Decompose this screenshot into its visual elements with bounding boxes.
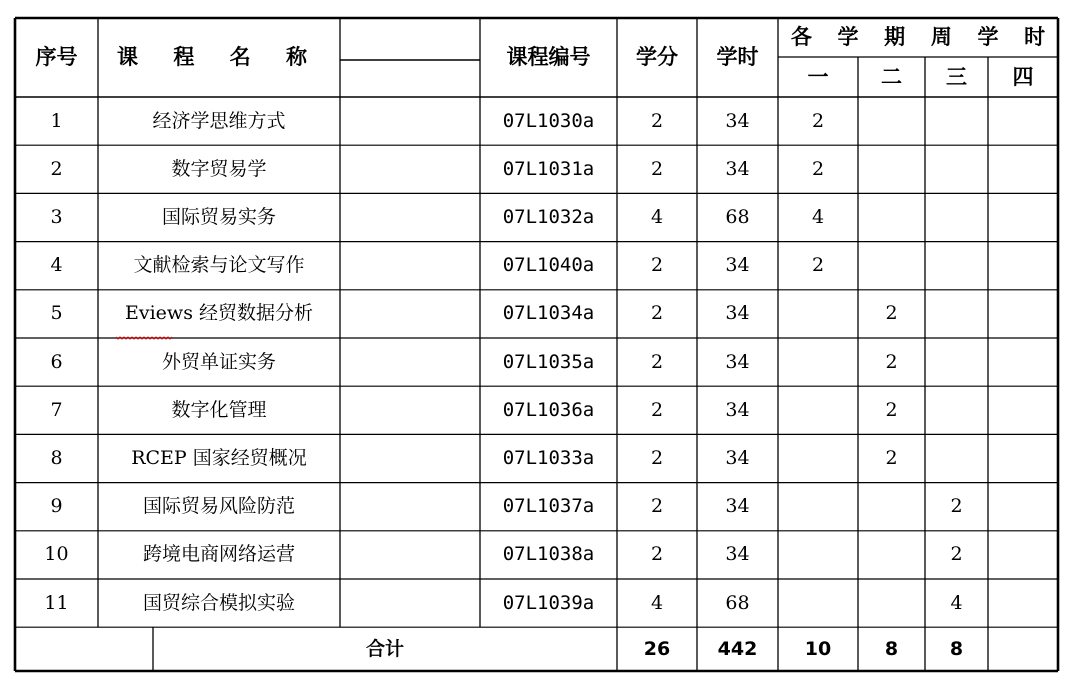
header-semester-group-char: 学 xyxy=(837,25,859,49)
row-semester-4-hours xyxy=(988,338,1058,386)
row-semester-4-hours xyxy=(988,386,1058,434)
total-semester-3: 8 xyxy=(949,637,964,660)
row-hours: 34 xyxy=(725,302,750,325)
row-semester-2-hours xyxy=(858,531,925,579)
row-index: 1 xyxy=(50,109,63,132)
row-hours: 68 xyxy=(725,205,750,228)
row-course-name: Eviews 经贸数据分析 xyxy=(125,302,313,325)
row-semester-1-hours: 2 xyxy=(811,157,825,180)
row-hours: 34 xyxy=(725,254,750,277)
row-index: 9 xyxy=(50,495,63,518)
header-semester-group-char: 时 xyxy=(1024,25,1046,49)
row-credits: 2 xyxy=(650,398,664,421)
row-index: 3 xyxy=(50,205,63,228)
row-hours: 34 xyxy=(725,495,750,518)
header-semester-2: 二 xyxy=(881,64,902,89)
row-semester-4-hours xyxy=(988,290,1058,338)
row-credits: 2 xyxy=(650,350,664,373)
row-semester-1-hours: 4 xyxy=(811,205,825,228)
row-credits: 2 xyxy=(650,302,664,325)
row-semester-3-hours xyxy=(925,386,988,434)
row-semester-4-hours xyxy=(988,193,1058,241)
row-semester-4-hours xyxy=(988,145,1058,193)
row-credits: 2 xyxy=(650,495,664,518)
row-semester-1-hours: 2 xyxy=(811,254,825,277)
row-credits: 2 xyxy=(650,157,664,180)
row-course-code: 07L1032a xyxy=(502,205,595,228)
row-semester-2-hours xyxy=(858,193,925,241)
row-semester-2-hours xyxy=(858,579,925,627)
header-course-code: 课程编号 xyxy=(506,45,591,69)
row-credits: 4 xyxy=(650,205,664,228)
row-semester-1-hours xyxy=(778,386,858,434)
total-semester-2: 8 xyxy=(884,637,899,660)
row-semester-2-hours xyxy=(858,483,925,531)
row-course-name: 数字贸易学 xyxy=(171,157,267,180)
row-course-code: 07L1031a xyxy=(502,157,595,180)
header-semester-group-char: 各 xyxy=(790,25,812,49)
row-course-name: 国际贸易风险防范 xyxy=(142,495,295,518)
total-hours: 442 xyxy=(717,637,758,660)
row-semester-4-hours xyxy=(988,97,1058,145)
row-course-code: 07L1034a xyxy=(502,302,595,325)
row-semester-1-hours xyxy=(778,338,858,386)
row-course-name: 文献检索与论文写作 xyxy=(133,254,305,277)
row-course-code: 07L1040a xyxy=(502,254,595,277)
row-semester-4-hours xyxy=(988,531,1058,579)
row-semester-3-hours xyxy=(925,434,988,482)
row-semester-4-hours xyxy=(988,434,1058,482)
row-semester-3-hours: 2 xyxy=(950,495,963,518)
row-course-name: 国贸综合模拟实验 xyxy=(142,591,295,614)
row-semester-3-hours: 2 xyxy=(950,543,963,566)
row-course-code: 07L1038a xyxy=(502,543,595,566)
row-credits: 2 xyxy=(650,446,664,469)
row-hours: 34 xyxy=(725,109,750,132)
row-course-name: 国际贸易实务 xyxy=(161,205,276,228)
header-semester-group-char: 期 xyxy=(884,25,906,49)
row-credits: 4 xyxy=(650,591,664,614)
row-semester-2-hours: 2 xyxy=(885,302,898,325)
row-semester-2-hours xyxy=(858,145,925,193)
row-semester-1-hours xyxy=(778,579,858,627)
row-semester-3-hours xyxy=(925,193,988,241)
header-semester-1: 一 xyxy=(807,64,829,89)
header-semester-4: 四 xyxy=(1012,64,1034,89)
row-index: 6 xyxy=(50,350,63,373)
row-index: 4 xyxy=(50,254,63,277)
total-label: 合计 xyxy=(365,637,404,660)
row-index: 7 xyxy=(50,398,63,421)
header-semester-group-char: 周 xyxy=(930,25,952,49)
header-credits: 学分 xyxy=(636,45,678,69)
row-semester-2-hours xyxy=(858,242,925,290)
row-credits: 2 xyxy=(650,109,664,132)
row-credits: 2 xyxy=(650,543,664,566)
row-semester-1-hours xyxy=(778,483,858,531)
total-semester-4 xyxy=(988,627,1058,671)
row-index: 8 xyxy=(50,446,63,469)
row-semester-3-hours xyxy=(925,145,988,193)
row-hours: 34 xyxy=(725,446,750,469)
row-course-name: 经济学思维方式 xyxy=(152,109,286,132)
row-semester-1-hours xyxy=(778,434,858,482)
row-semester-3-hours xyxy=(925,290,988,338)
row-semester-2-hours: 2 xyxy=(885,446,898,469)
row-course-code: 07L1039a xyxy=(502,591,595,614)
row-hours: 34 xyxy=(725,157,750,180)
row-course-name: RCEP 国家经贸概况 xyxy=(131,446,307,469)
row-course-code: 07L1033a xyxy=(502,446,595,469)
header-index: 序号 xyxy=(35,45,78,69)
row-semester-2-hours xyxy=(858,97,925,145)
row-course-name: 数字化管理 xyxy=(171,398,267,421)
row-course-name: 外贸单证实务 xyxy=(161,350,276,373)
total-semester-1: 10 xyxy=(804,637,832,660)
row-hours: 34 xyxy=(725,398,750,421)
row-credits: 2 xyxy=(650,254,664,277)
row-course-code: 07L1030a xyxy=(502,109,595,132)
row-semester-1-hours xyxy=(778,290,858,338)
row-semester-1-hours: 2 xyxy=(811,109,825,132)
header-hours: 学时 xyxy=(716,45,759,69)
row-course-code: 07L1035a xyxy=(502,350,595,373)
row-semester-4-hours xyxy=(988,242,1058,290)
row-course-code: 07L1037a xyxy=(502,495,595,518)
row-index: 11 xyxy=(44,591,69,614)
row-semester-3-hours xyxy=(925,242,988,290)
header-semester-group-char: 学 xyxy=(977,25,999,49)
row-semester-3-hours: 4 xyxy=(950,591,963,614)
total-credits: 26 xyxy=(643,637,671,660)
row-hours: 68 xyxy=(725,591,750,614)
header-semester-3: 三 xyxy=(946,64,967,89)
row-semester-2-hours: 2 xyxy=(885,398,898,421)
header-course-name: 课 程 名 称 xyxy=(117,45,321,69)
row-semester-3-hours xyxy=(925,338,988,386)
row-semester-2-hours: 2 xyxy=(885,350,898,373)
row-course-code: 07L1036a xyxy=(502,398,595,421)
row-semester-4-hours xyxy=(988,579,1058,627)
row-hours: 34 xyxy=(725,350,750,373)
row-semester-1-hours xyxy=(778,531,858,579)
row-index: 2 xyxy=(50,157,63,180)
row-semester-4-hours xyxy=(988,483,1058,531)
row-hours: 34 xyxy=(725,543,750,566)
row-semester-3-hours xyxy=(925,97,988,145)
row-index: 10 xyxy=(44,543,69,566)
row-index: 5 xyxy=(50,302,63,325)
row-course-name: 跨境电商网络运营 xyxy=(142,543,295,566)
